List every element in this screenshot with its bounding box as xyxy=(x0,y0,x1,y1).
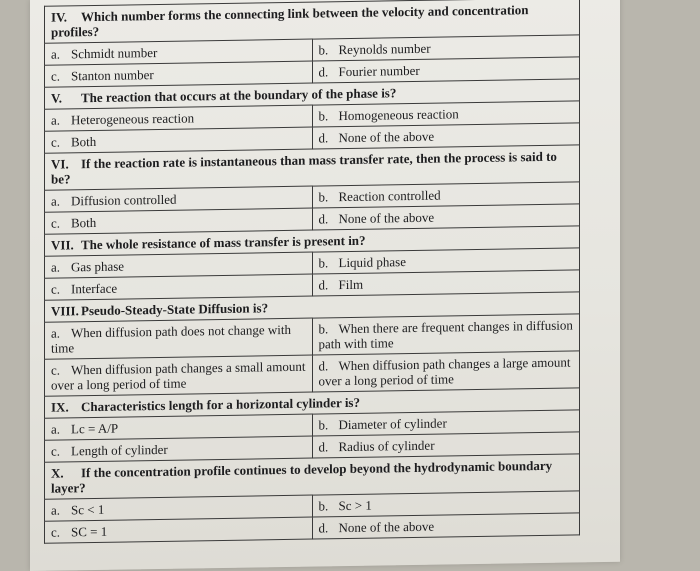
answer-option xyxy=(45,517,313,543)
answer-option xyxy=(312,314,580,355)
question-text: If the concentration profile continues to develop beyond the hydrodynamic boundary layer? xyxy=(51,457,553,496)
option-letter: c. xyxy=(51,281,61,297)
option-letter: a. xyxy=(51,259,61,275)
option-letter: b. xyxy=(318,321,329,337)
option-letter: b. xyxy=(318,255,329,271)
paper-sheet xyxy=(30,0,620,571)
option-text: Length of cylinder xyxy=(71,441,168,459)
option-text: When there are frequent changes in diffusion path with time xyxy=(318,317,573,352)
option-text: Film xyxy=(338,276,364,293)
option-text: Homogeneous reaction xyxy=(338,106,459,124)
option-letter: d. xyxy=(318,64,329,80)
option-text: When diffusion path changes a small amount over a long period of time xyxy=(51,358,306,393)
question-text: Which number forms the connecting link between the velocity and concentration profiles? xyxy=(51,2,529,40)
option-text: Liquid phase xyxy=(338,254,407,271)
question-number: X. xyxy=(51,465,64,481)
option-letter: c. xyxy=(51,362,61,378)
option-text: Both xyxy=(71,214,97,231)
option-text: Schmidt number xyxy=(71,45,158,62)
question-number: VI. xyxy=(51,156,69,172)
option-letter: b. xyxy=(318,42,329,58)
option-text: Sc > 1 xyxy=(338,497,372,514)
option-letter: c. xyxy=(51,524,61,540)
option-letter: b. xyxy=(318,189,329,205)
answer-option xyxy=(45,318,313,359)
option-text: None of the above xyxy=(338,518,435,536)
option-letter: a. xyxy=(51,325,61,341)
option-letter: d. xyxy=(318,277,329,293)
question-number: VIII. xyxy=(51,303,79,319)
option-letter: d. xyxy=(318,130,329,146)
option-letter: b. xyxy=(318,108,329,124)
option-text: None of the above xyxy=(338,128,435,146)
option-text: None of the above xyxy=(338,209,435,227)
option-letter: c. xyxy=(51,134,61,150)
option-text: Diameter of cylinder xyxy=(338,415,447,433)
option-letter: c. xyxy=(51,68,61,84)
option-text: Both xyxy=(71,133,97,150)
option-text: Heterogeneous reaction xyxy=(71,110,195,128)
option-text: SC = 1 xyxy=(71,523,108,540)
option-text: Sc < 1 xyxy=(71,501,105,518)
option-text: Diffusion controlled xyxy=(71,191,177,209)
option-text: When diffusion path changes a large amount over a long period of time xyxy=(318,354,571,389)
answer-option xyxy=(45,355,313,396)
option-letter: b. xyxy=(318,417,329,433)
question-text: If the reaction rate is instantaneous than mass transfer rate, then the process is said to be? xyxy=(51,148,557,187)
question-number: IV. xyxy=(51,9,68,25)
option-letter: d. xyxy=(318,520,329,536)
option-letter: c. xyxy=(51,443,61,459)
question-text: The whole resistance of mass transfer is present in? xyxy=(81,232,366,253)
answer-option xyxy=(312,351,580,392)
option-letter: b. xyxy=(318,498,329,514)
question-text: Characteristics length for a horizontal cylinder is? xyxy=(81,394,360,415)
question-table xyxy=(44,0,580,544)
option-letter: a. xyxy=(51,421,61,437)
question-number: IX. xyxy=(51,399,69,415)
option-letter: a. xyxy=(51,193,61,209)
option-text: Reaction controlled xyxy=(338,187,441,205)
option-text: Gas phase xyxy=(71,258,125,275)
option-letter: a. xyxy=(51,502,61,518)
option-text: Fourier number xyxy=(338,62,420,80)
option-letter: d. xyxy=(318,439,329,455)
option-text: Stanton number xyxy=(71,67,154,84)
option-text: When diffusion path does not change with time xyxy=(51,321,291,356)
option-text: Interface xyxy=(71,280,118,297)
option-letter: d. xyxy=(318,211,329,227)
option-letter: a. xyxy=(51,46,61,62)
option-text: Reynolds number xyxy=(338,40,431,58)
option-letter: d. xyxy=(318,358,329,374)
question-text: Pseudo-Steady-State Diffusion is? xyxy=(81,300,269,319)
question-text: The reaction that occurs at the boundary of the phase is? xyxy=(81,85,397,106)
question-number: VII. xyxy=(51,237,74,253)
answer-option xyxy=(312,513,580,539)
option-text: Lc = A/P xyxy=(71,420,119,437)
option-letter: c. xyxy=(51,215,61,231)
question-number: V. xyxy=(51,90,62,106)
option-text: Radius of cylinder xyxy=(338,437,435,455)
option-letter: a. xyxy=(51,112,61,128)
